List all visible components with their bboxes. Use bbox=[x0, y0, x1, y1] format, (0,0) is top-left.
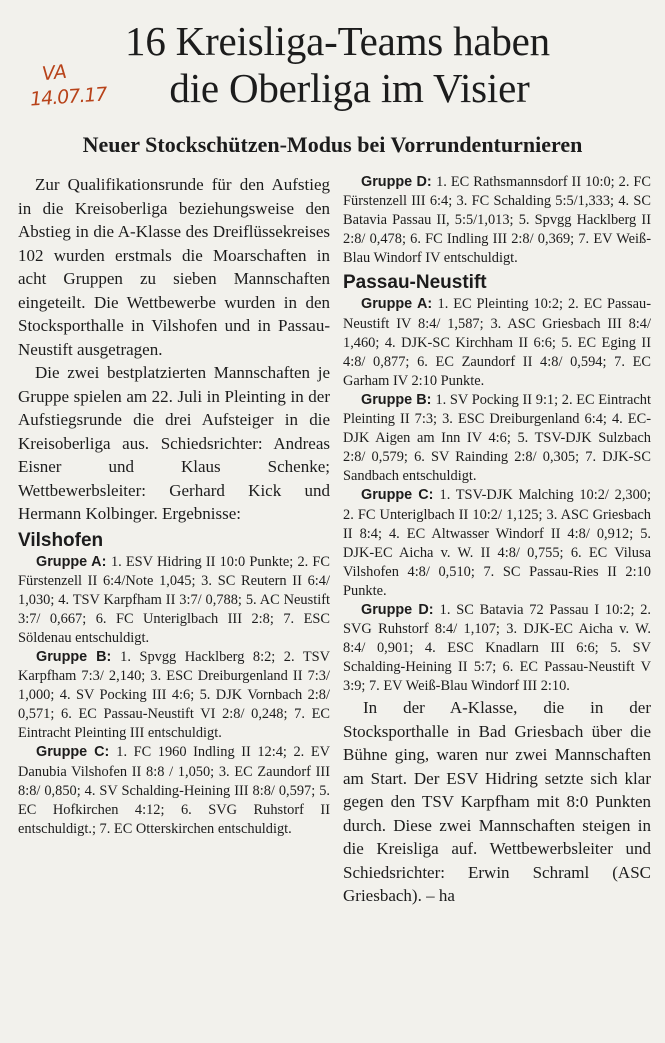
group-result bbox=[343, 391, 651, 486]
group-name: Gruppe A: bbox=[36, 553, 107, 570]
column-right bbox=[343, 173, 651, 908]
group-results-text: 1. SC Batavia 72 Passau I 10:2; 2. SVG Ruhstorf 8:4/ 1,107; 3. DJK-EC Aicha v. W. 8:4/ 0,901; 4. ESC Knadlarn III 6:6; 5. SV Schalding-Heining II 5:7; 6. EC Passau-Neustift V 3:9; 7. EV Weiß-Blau Windorf III 2:10. bbox=[343, 601, 652, 695]
handwritten-date-note bbox=[30, 62, 120, 114]
group-name: Gruppe D: bbox=[361, 174, 432, 190]
region-heading-passau-neustift: Passau-Neustift bbox=[343, 272, 487, 294]
group-results-text: 1. EC Pleinting 10:2; 2. EC Passau-Neustift IV 8:4/ 1,587; 3. ASC Griesbach III 8:4/ 1,460; 4. DJK-SC Kirchham II 6:6; 5. EC Eging II 4:8/ 0,877; 6. EC Zaundorf II 4:8/ 0,594; 7. EC Garham IV 2:10 Punkte. bbox=[343, 296, 651, 389]
group-name: Gruppe D: bbox=[361, 601, 434, 618]
headline-line-1: 16 Kreisliga-Teams haben bbox=[125, 18, 550, 64]
headline-line-2: die Oberliga im Visier bbox=[169, 65, 530, 111]
group-result bbox=[343, 601, 651, 696]
group-result bbox=[18, 553, 330, 648]
group-results-text: 1. SV Pocking II 9:1; 2. EC Eintracht Pleinting II 7:3; 3. ESC Dreiburgenland 6:4; 4. EC-DJK Aigen am Inn IV 4:6; 5. TSV-DJK Sulzbach 2:8/ 0,579; 6. SV Rainding 2:8/ 0,305; 7. DJK-SC Sandbach entschuldigt. bbox=[343, 391, 651, 485]
group-results-text: 1. Spvgg Hacklberg 8:2; 2. TSV Karpfham 7:3/ 2,140; 3. ESC Dreiburgenland II 7:3/ 1,000; 4. SV Pocking III 4:6; 5. DJK Vornbach 2:8/ 0,571; 6. EC Passau-Neustift VI 2:8/ 0,248; 7. EC Eintracht Pleinting III entschuldigt. bbox=[18, 648, 331, 742]
handwritten-note-source: VA bbox=[40, 60, 68, 86]
subheadline: Neuer Stockschützen-Modus bei Vorrundenturnieren bbox=[82, 132, 583, 157]
group-name: Gruppe C: bbox=[36, 744, 110, 761]
closing-paragraph: In der A-Klasse, die in der Stocksporthalle in Bad Griesbach über die Bühne ging, waren nur zwei Mannschaften am Start. Der ESV Hidring setzte sich klar gegen den TSV Karpfham mit 8:0 Punkten durch. Diese zwei Mannschaften steigen in die Kreisliga auf. Wettbewerbsleiter und Schiedsrichter: Erwin Schraml (ASC Griesbach). – ha bbox=[343, 698, 651, 906]
group-results-text: 1. ESV Hidring II 10:0 Punkte; 2. FC Fürstenzell II 6:4/Note 1,045; 3. SC Reutern II 6:4/ 1,030; 4. TSV Karpfham II 3:7/ 0,788; 5. AC Neustift 3:7/ 0,667; 6. FC Unteriglbach III 2:8; 7. ESC Söldenau entschuldigt. bbox=[18, 553, 330, 646]
group-results-text: 1. EC Rathsmannsdorf II 10:0; 2. FC Fürstenzell III 6:4; 3. FC Schalding 5:5/1,333; 4. SC Batavia Passau II, 5:5/1,013; 5. Spvgg Hacklberg II 2:8/ 0,478; 6. FC Indling III 2:8/ 0,369; 7. EV Weiß-Blau Windorf IV entschuldigt. bbox=[343, 174, 652, 267]
group-result bbox=[18, 648, 330, 743]
intro-paragraph-2: Die zwei bestplatzierten Mannschaften je Gruppe spielen am 22. Juli in Pleinting in der Aufstiegsrunde die drei Aufsteiger in die Kreisoberliga aus. Schiedsrichter: Andreas Eisner und Klaus Schenke; Wettbewerbsleiter: Gerhard Kick und Hermann Kolbinger. Ergebnisse: bbox=[18, 363, 330, 523]
region-heading-vilshofen: Vilshofen bbox=[18, 529, 104, 551]
column-left bbox=[18, 173, 330, 839]
group-result bbox=[343, 173, 651, 268]
group-name: Gruppe B: bbox=[361, 391, 432, 408]
intro-paragraph-1: Zur Qualifikationsrunde für den Aufstieg in die Kreisoberliga beziehungsweise den Abstieg in die A-Klasse des Dreiflüssekreises 102 wurden erstmals die Moarschaften in acht Gruppen zu sieben Mannschaften eingeteilt. Die Wettbewerbe wurden in den Stocksporthalle in Vilshofen und in Passau-Neustift ausgetragen. bbox=[18, 175, 330, 359]
group-name: Gruppe A: bbox=[361, 296, 433, 313]
handwritten-note-date: 14.07.17 bbox=[29, 83, 108, 111]
group-name: Gruppe C: bbox=[361, 487, 434, 504]
group-results-text: 1. TSV-DJK Malching 10:2/ 2,300; 2. FC Unteriglbach II 10:2/ 1,125; 3. ASC Griesbach II 8:4; 4. EC Altwasser Windorf II 4:8/ 0,912; 5. DJK-EC Aicha v. W. II 4:8/ 0,755; 6. EC Vilusa Vilshofen 4:8/ 0,510; 7. SC Passau-Ries II 2:10 Punkte. bbox=[343, 487, 651, 599]
group-name: Gruppe B: bbox=[36, 648, 112, 665]
group-result bbox=[18, 743, 330, 838]
group-results-text: 1. FC 1960 Indling II 12:4; 2. EV Danubia Vilshofen II 8:8 / 1,050; 3. EC Zaundorf III 8:8/ 0,850; 4. SV Schalding-Heining III 8:8/ 0,597; 5. EC Hofkirchen 4:12; 6. SVG Ruhstorf II entschuldigt.; 7. EC Otterskirchen entschuldigt. bbox=[18, 744, 330, 837]
group-result bbox=[343, 295, 651, 390]
group-result bbox=[343, 486, 651, 601]
